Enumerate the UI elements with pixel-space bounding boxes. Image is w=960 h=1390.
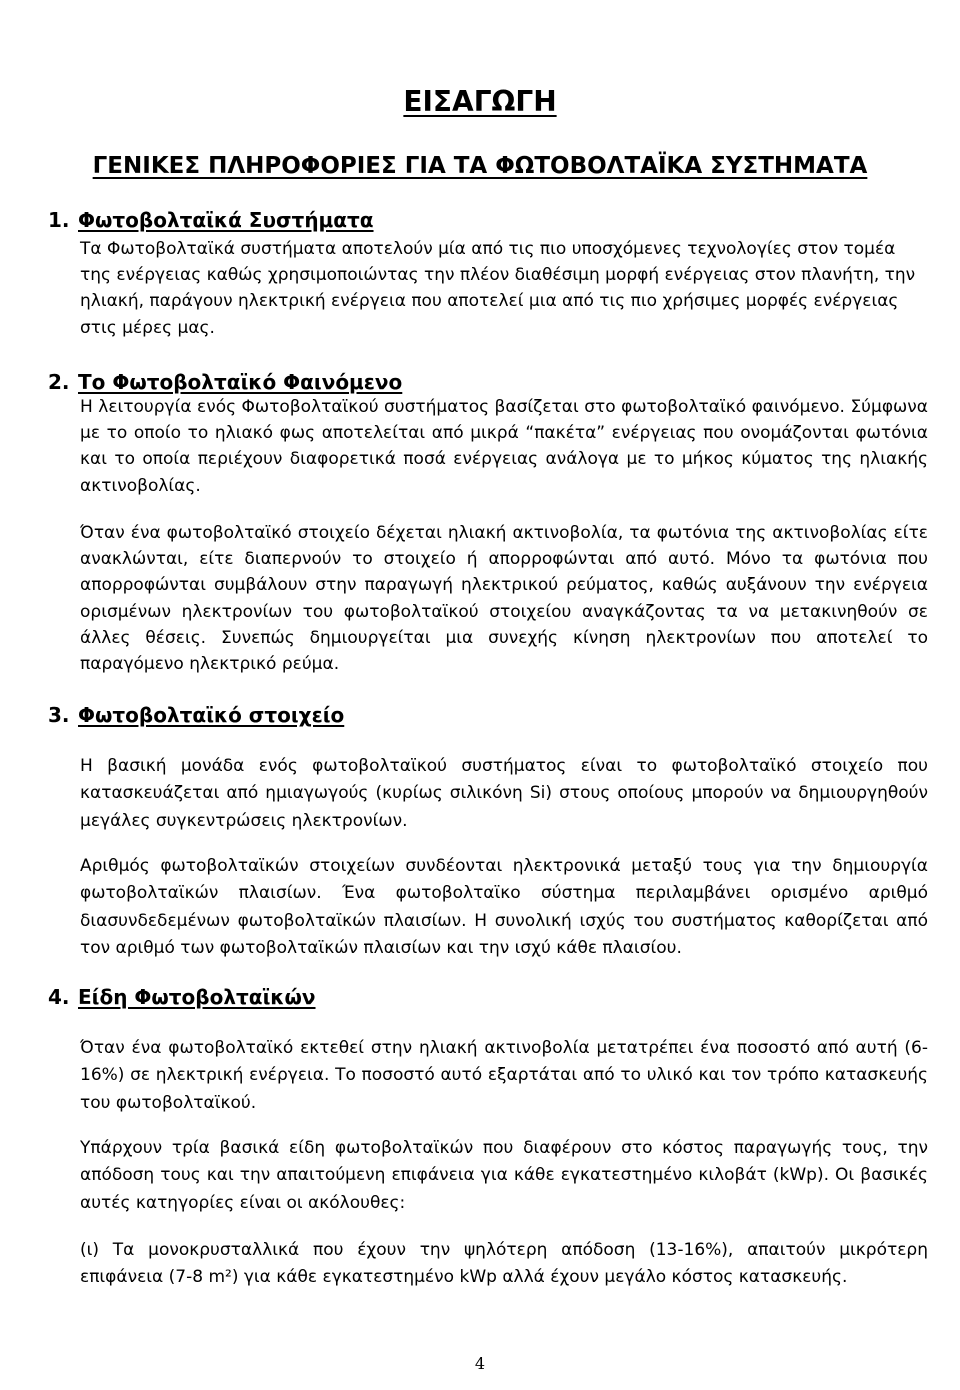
paragraph: Η λειτουργία ενός Φωτοβολταϊκού συστήματος βασίζεται στο φωτοβολταϊκό φαινόμενο. Σύμφωνα με το οποίο το ηλιακό φως αποτελείται από μικρά “πακέτα” ενέργειας που ονομάζονται φωτόνια και το οποία περιέχουν διαφορετικά ποσά ενέργειας ανάλογα με το μήκος κύματος της ηλιακής ακτινοβολίας. — [80, 397, 928, 496]
section-title: Το Φωτοβολταϊκό Φαινόμενο — [78, 370, 403, 394]
paragraph: Όταν ένα φωτοβολταϊκό στοιχείο δέχεται ηλιακή ακτινοβολία, τα φωτόνια της ακτινοβολίας είτε ανακλώνται, είτε διαπερνούν το στοιχείο ή απορροφώνται από αυτό. Μόνο τα φωτόνια που απορροφώνται συμβάλουν στην παραγωγή ηλεκτρικού ρεύματος, καθώς αυξάνουν την ενέργεια ορισμένων ηλεκτρονίων του φωτοβολταϊκού στοιχείου αναγκάζοντας τα να μετακινηθούν σε άλλες θέσεις. Συνεπώς δημιουργείται μια συνεχής κίνηση ηλεκτρονίων που αποτελεί το παραγόμενο ηλεκτρικό ρεύμα. — [80, 523, 928, 675]
section-title: Είδη Φωτοβολταϊκών — [78, 985, 316, 1009]
paragraph: Υπάρχουν τρία βασικά είδη φωτοβολταϊκών που διαφέρουν στο κόστος παραγωγής τους, την απόδοση τους και την απαιτούμενη επιφάνεια για κάθε εγκατεστημένο κιλοβάτ (kWp). Οι βασικές αυτές κατηγορίες είναι οι ακόλουθες: — [80, 1138, 928, 1213]
section-number: 3. — [48, 703, 70, 727]
document-subtitle: ΓΕΝΙΚΕΣ ΠΛΗΡΟΦΟΡΙΕΣ ΓΙΑ ΤΑ ΦΩΤΟΒΟΛΤΑΪΚΑ ΣΥΣΤΗΜΑΤΑ — [92, 153, 868, 179]
paragraph: Τα Φωτοβολταϊκά συστήματα αποτελούν μία από τις πιο υποσχόμενες τεχνολογίες στον τομέα της ενέργειας καθώς χρησιμοποιώντας την πλέον διαθέσιμη μορφή ενέργειας στον πλανήτη, την ηλιακή, παράγουν ηλεκτρική ενέργεια που αποτελεί μια από τις πιο χρήσιμες μορφές ενέργειας στις μέρες μας. — [80, 239, 916, 338]
paragraph: Αριθμός φωτοβολταϊκών στοιχείων συνδέονται ηλεκτρονικά μεταξύ τους για την δημιουργία φωτοβολταϊκών πλαισίων. Ένα φωτοβολταϊκο σύστημα περιλαμβάνει ορισμένο αριθμό διασυνδεδεμένων φωτοβολταϊκών πλαισίων. Η συνολική ισχύς του συστήματος καθορίζεται από τον αριθμό των φωτοβολταϊκών πλαισίων και την ισχύ κάθε πλαισίου. — [80, 856, 928, 959]
paragraph: Η βασική μονάδα ενός φωτοβολταϊκού συστήματος είναι το φωτοβολταϊκό στοιχείο που κατασκευάζεται από ημιαγωγούς (κυρίως σιλικόνη Si) στους οποίους μπορούν να δημιουργηθούν μεγάλες συγκεντρώσεις ηλεκτρονίων. — [80, 756, 928, 831]
document-title: ΕΙΣΑΓΩΓΗ — [403, 85, 557, 118]
page-number: 4 — [474, 1354, 486, 1373]
section-heading-4 — [48, 983, 316, 1011]
section-heading-3 — [48, 701, 344, 729]
section-number: 4. — [48, 985, 70, 1009]
section-title: Φωτοβολταϊκό στοιχείο — [78, 703, 345, 727]
section-number: 1. — [48, 208, 70, 232]
paragraph: (ι) Τα μονοκρυσταλλικά που έχουν την ψηλότερη απόδοση (13-16%), απαιτούν μικρότερη επιφάνεια (7-8 m²) για κάθε εγκατεστημένο kWp αλλά έχουν μεγάλο κόστος κατασκευής. — [80, 1240, 928, 1288]
paragraph: Όταν ένα φωτοβολταϊκό εκτεθεί στην ηλιακή ακτινοβολία μετατρέπει ένα ποσοστό από αυτή (6-16%) σε ηλεκτρική ενέργεια. Το ποσοστό αυτό εξαρτάται από το υλικό και τον τρόπο κατασκευής του φωτοβολταϊκού. — [80, 1038, 928, 1113]
section-heading-2 — [48, 368, 402, 396]
section-number: 2. — [48, 370, 70, 394]
section-title: Φωτοβολταϊκά Συστήματα — [78, 208, 374, 232]
section-heading-1 — [48, 206, 374, 234]
